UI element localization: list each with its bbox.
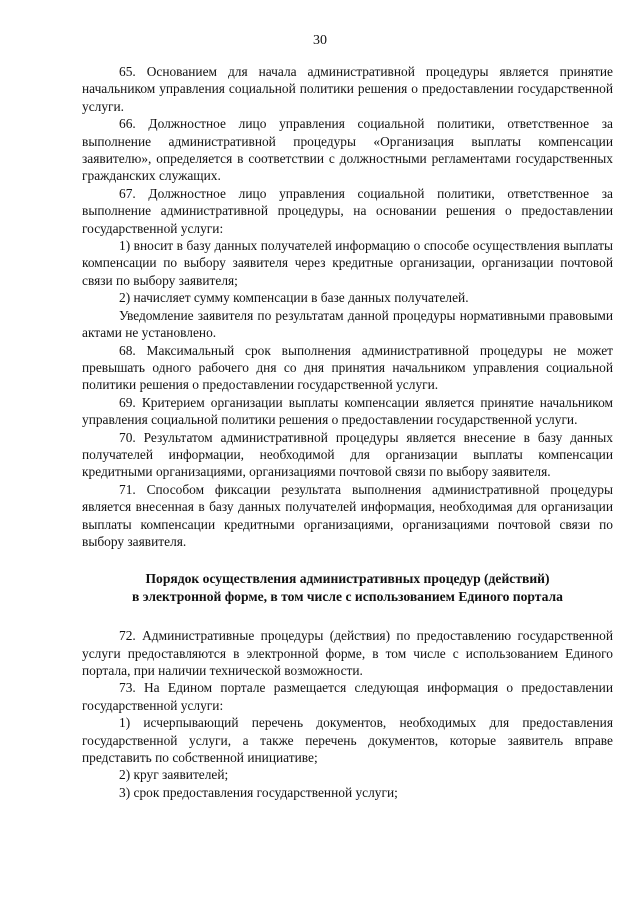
section-heading-line-1: Порядок осуществления административных процедур (действий) <box>145 571 550 587</box>
paragraph-70: 70. Результатом административной процедуры является внесение в базу данных получателей информации, необходимой для организации выплаты компенсации кредитными организациями, организациями почтовой связи по выбору заявителя. <box>82 429 613 480</box>
section-heading <box>82 570 613 605</box>
paragraph-notification: Уведомление заявителя по результатам данной процедуры нормативными правовыми актами не установлено. <box>82 307 613 341</box>
paragraph-67-item-2: 2) начисляет сумму компенсации в базе данных получателей. <box>119 290 469 306</box>
paragraph-65: 65. Основанием для начала административной процедуры является принятие начальником управления социальной политики решения о предоставлении государственной услуги. <box>82 64 613 114</box>
paragraph-73: 73. На Едином портале размещается следующая информация о предоставлении государственной услуги: <box>82 680 613 713</box>
paragraph-68: 68. Максимальный срок выполнения административной процедуры не может превышать одного рабочего дня со дня принятия начальником управления социальной политики решения о предоставлении государственной услуги. <box>82 342 613 393</box>
paragraph-67: 67. Должностное лицо управления социальной политики, ответственное за выполнение административной процедуры, на основании решения о предоставлении государственной услуги: <box>82 185 613 236</box>
paragraph-66: 66. Должностное лицо управления социальной политики, ответственное за выполнение административной процедуры «Организация выплаты компенсации заявителю», определяется в соответствии с должностными регламентами государственных гражданских служащих. <box>82 116 613 184</box>
paragraph-69: 69. Критерием организации выплаты компенсации является принятие начальником управления социальной политики решения о предоставлении государственной услуги. <box>82 394 613 428</box>
paragraph-73-item-3: 3) срок предоставления государственной услуги; <box>119 784 398 800</box>
paragraph-72: 72. Административные процедуры (действия) по предоставлению государственной услуги предоставляются в электронной форме, в том числе с использованием Единого портала, при наличии технической возможности. <box>82 628 613 678</box>
paragraph-71: 71. Способом фиксации результата выполнения административной процедуры является внесенная в базу данных получателей информация, необходимая для организации выплаты компенсации кредитными организациями, организациями почтовой связи по выбору заявителя. <box>82 481 613 549</box>
paragraph-67-item-1: 1) вносит в базу данных получателей информацию о способе осуществления выплаты компенсации по выбору заявителя через кредитные организации, организации почтовой связи по выбору заявителя; <box>82 238 613 288</box>
section-heading-line-2: в электронной форме, в том числе с использованием Единого портала <box>132 588 563 604</box>
paragraph-73-item-2: 2) круг заявителей; <box>119 767 229 783</box>
document-body <box>82 63 613 801</box>
paragraph-73-item-1: 1) исчерпывающий перечень документов, необходимых для предоставления государственной услуги, а также перечень документов, которые заявитель вправе представить по собственной инициативе; <box>82 715 613 766</box>
page-number: 30 <box>313 33 327 48</box>
